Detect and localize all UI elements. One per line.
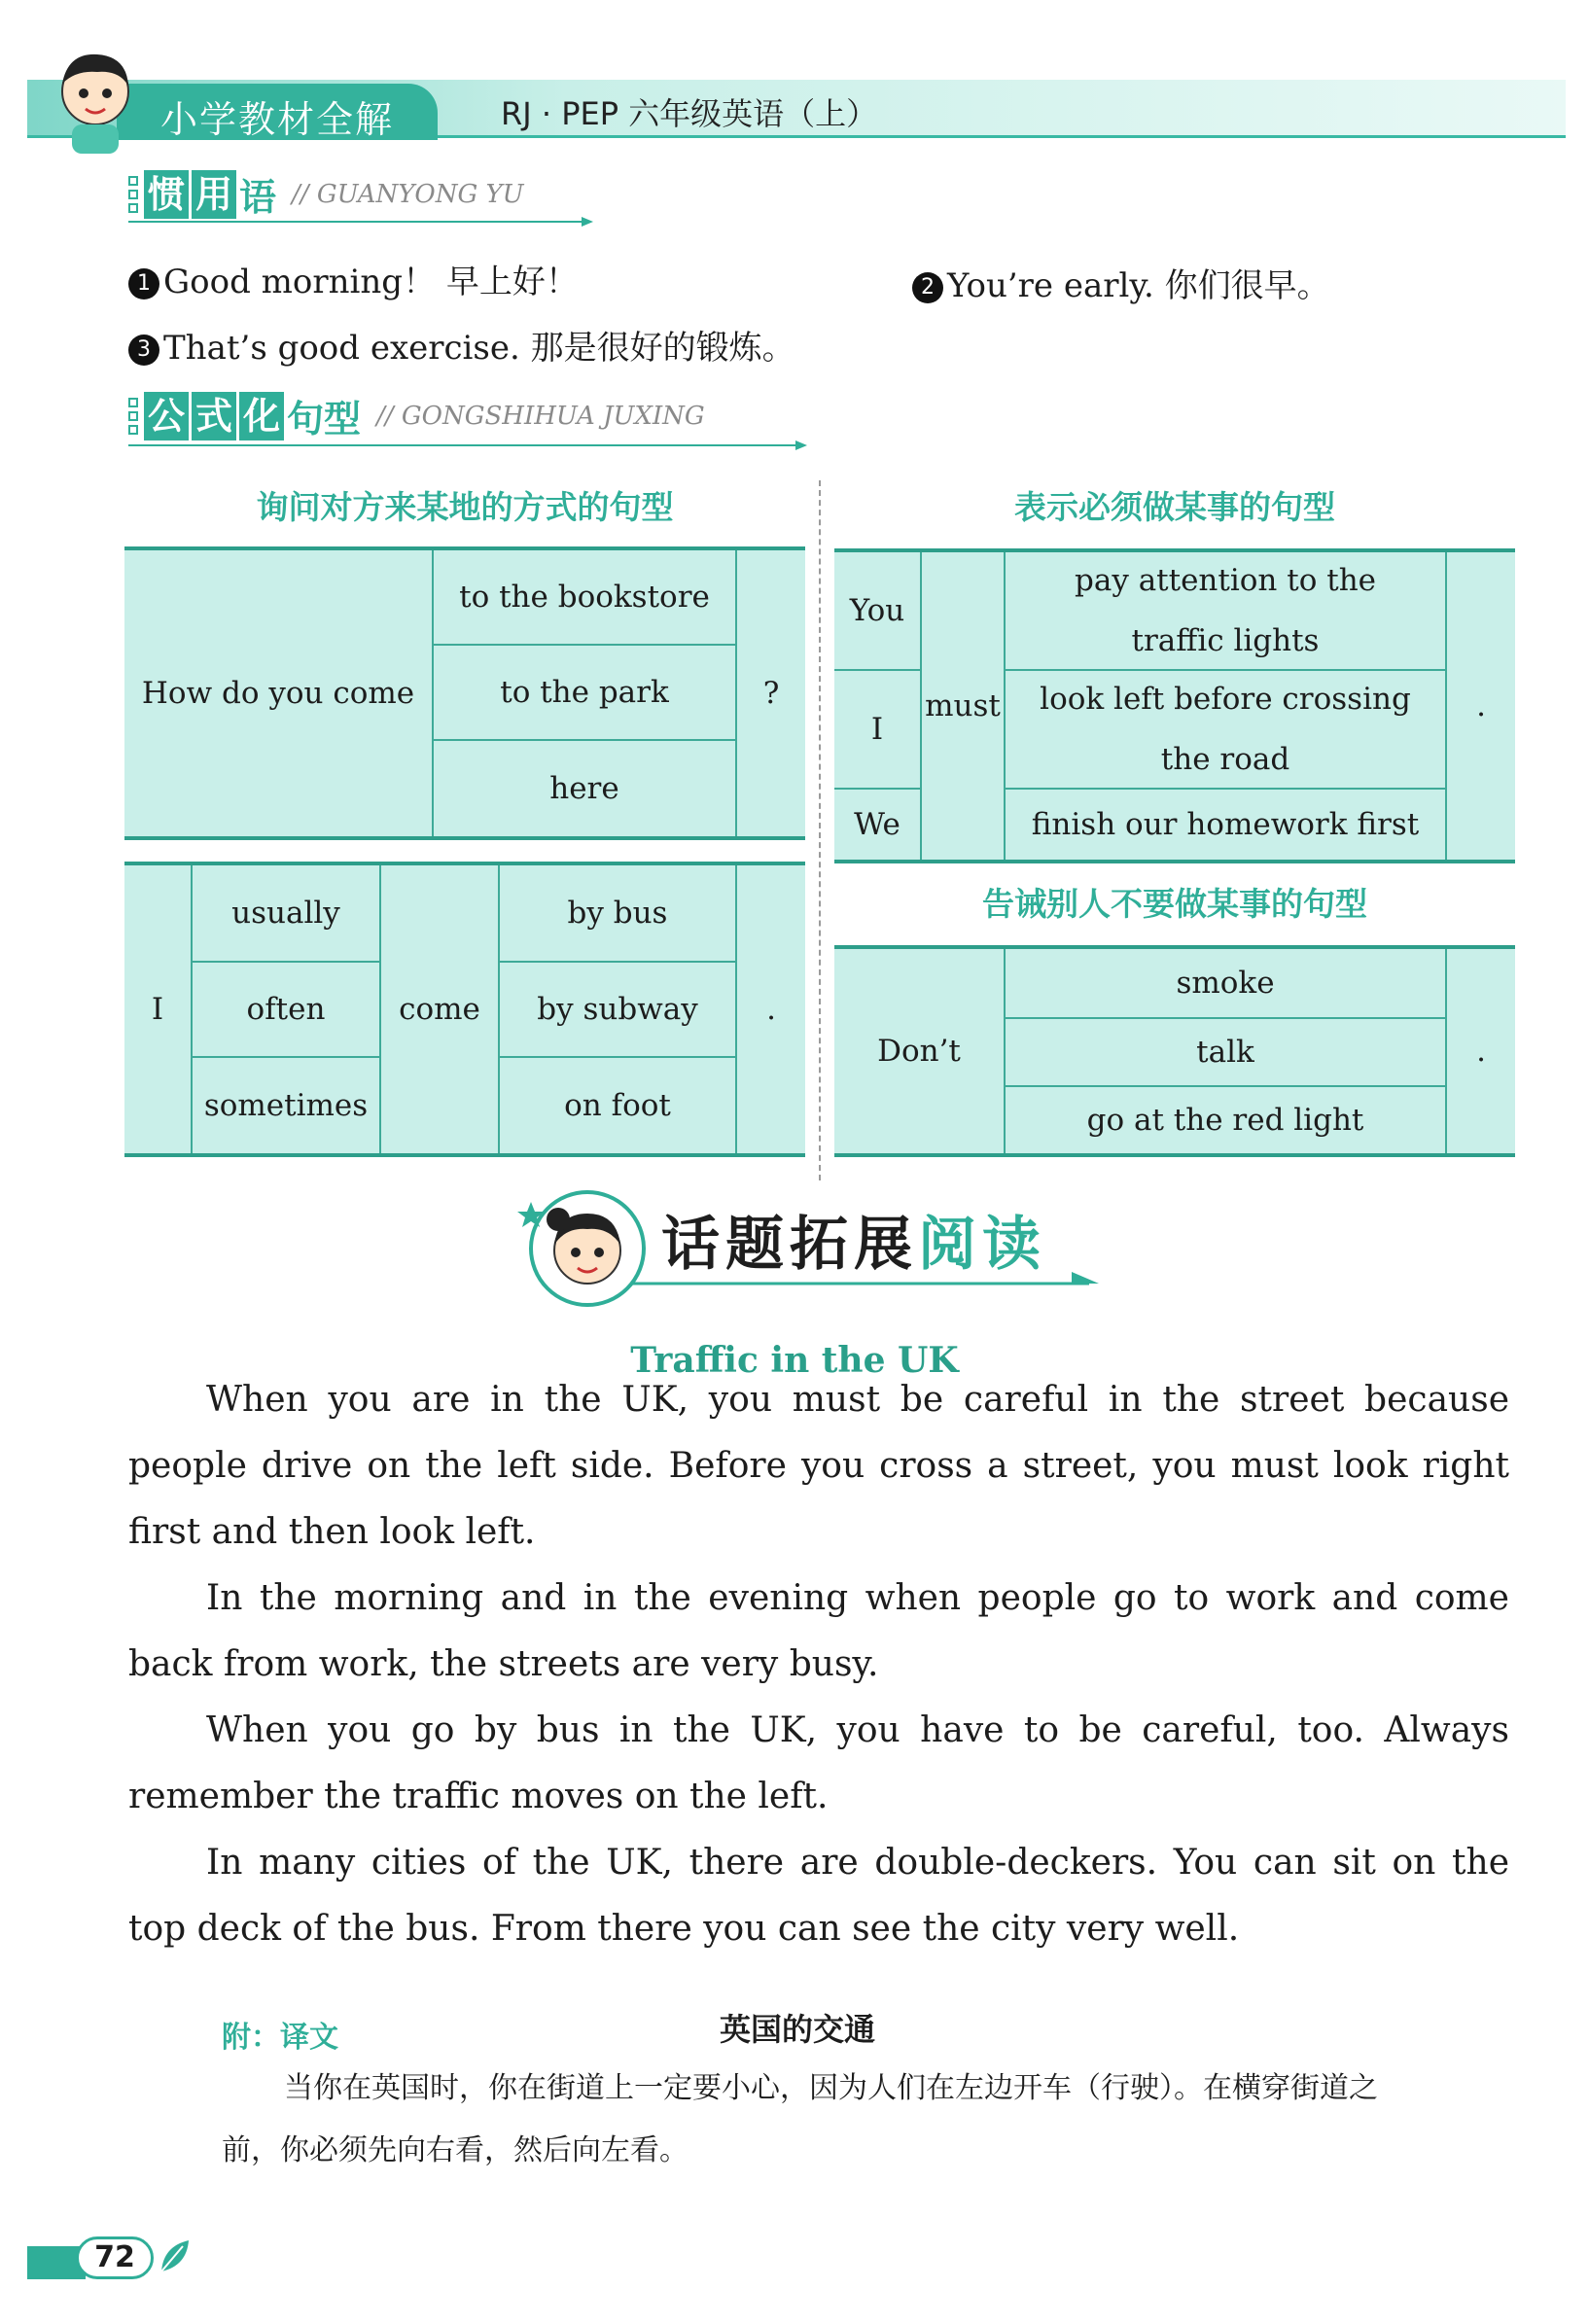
heading-arrow (128, 440, 809, 451)
banner-highlight: 阅读 (918, 1211, 1046, 1279)
table-dont (834, 945, 1515, 1157)
table-dont-action: talk (1196, 1035, 1254, 1070)
table-come-way: by subway (537, 992, 698, 1027)
table-must-heading: 表示必须做某事的句型 (1014, 488, 1335, 526)
table-must-action (1006, 552, 1445, 669)
boy-mascot-icon (29, 41, 156, 158)
idioms-heading (128, 167, 524, 221)
heading-marks (128, 398, 138, 435)
heading-char: 惯 (144, 170, 189, 219)
table-must-subject: I (870, 712, 884, 747)
idioms-pinyin: // GUANYONG YU (292, 179, 524, 209)
action-line: traffic lights (1131, 623, 1320, 658)
reading-title: Traffic in the UK (630, 1340, 959, 1381)
header-series-title: 小学教材全解 (160, 98, 395, 141)
phrase-2 (912, 259, 1330, 306)
heading-char: 公 (144, 392, 189, 440)
reading-paragraph: When you are in the UK, you must be careful in the street because people drive on the left side. Before you cross a street, you must look right first and then look left. (128, 1380, 1509, 1552)
translation-title: 英国的交通 (720, 2011, 876, 2048)
table-ask-heading: 询问对方来某地的方式的句型 (256, 488, 674, 526)
number-badge: 2 (912, 272, 943, 303)
leaf-icon (158, 2236, 193, 2275)
action-line: look left before crossing (1040, 682, 1411, 717)
table-must-subject: We (854, 807, 900, 842)
translation-label: 附：译文 (222, 2021, 338, 2055)
page-number: 72 (76, 2236, 154, 2279)
table-dont-end: . (1476, 1034, 1486, 1069)
table-dont-action: smoke (1176, 966, 1275, 1001)
number-badge: 1 (128, 268, 159, 299)
table-ask-place: to the park (500, 675, 669, 710)
table-come-freq: sometimes (203, 1088, 369, 1123)
translation-text: 当你在英国时，你在街道上一定要小心，因为人们在左边开车（行驶）。在横穿街道之前，你必须先向右看，然后向左看。 (222, 2071, 1378, 2167)
phrase-text: Good morning！ 早上好！ (163, 263, 579, 301)
table-dont-action: go at the red light (1086, 1103, 1364, 1138)
banner-plain: 话题拓展 (661, 1211, 918, 1279)
table-ask (124, 546, 805, 840)
heading-char: 用 (192, 170, 236, 219)
table-must-end: . (1476, 688, 1486, 723)
table-ask-place: to the bookstore (459, 580, 710, 615)
table-must-action: finish our homework first (1031, 807, 1420, 842)
table-come-subject: I (151, 992, 164, 1027)
patterns-heading (128, 389, 705, 442)
heading-char: 化 (239, 392, 284, 440)
table-ask-subject: How do you come (141, 676, 415, 711)
girl-mascot-icon (515, 1180, 652, 1313)
table-ask-place: here (549, 771, 619, 806)
reading-paragraph: In the morning and in the evening when people go to work and come back from work, the streets are very busy. (128, 1578, 1509, 1684)
table-come-verb: come (399, 992, 480, 1027)
table-come (124, 862, 805, 1157)
reading-paragraph: When you go by bus in the UK, you have to be careful, too. Always remember the traffic moves on the left. (128, 1710, 1509, 1816)
table-must-verb: must (925, 688, 1001, 723)
header-book-title: RJ · PEP 六年级英语（上） (501, 95, 878, 132)
reading-paragraph: In many cities of the UK, there are double-deckers. You can sit on the top deck of the bus. From there you can see the city very well. (128, 1843, 1509, 1949)
number-badge: 3 (128, 335, 159, 366)
action-line: the road (1160, 742, 1290, 777)
table-come-way: by bus (567, 896, 668, 931)
table-dont-subject: Don’t (877, 1034, 961, 1069)
phrase-text: You’re early. 你们很早。 (947, 266, 1330, 305)
table-ask-end: ? (762, 676, 780, 711)
table-come-end: . (766, 992, 776, 1027)
action-line: pay attention to the (1075, 563, 1376, 598)
heading-char: 句型 (287, 398, 362, 440)
heading-arrow (128, 216, 595, 228)
table-dont-heading: 告诫别人不要做某事的句型 (982, 885, 1367, 923)
table-must (834, 548, 1515, 863)
table-come-freq: usually (231, 896, 340, 931)
table-must-action (1006, 671, 1445, 788)
reading-body (128, 1367, 1509, 1962)
table-come-way: on foot (564, 1088, 671, 1123)
column-divider (819, 480, 821, 1180)
table-come-freq: often (246, 992, 326, 1027)
phrase-1 (128, 255, 579, 302)
heading-marks (128, 176, 138, 213)
phrase-3 (128, 321, 795, 369)
patterns-pinyin: // GONGSHIHUA JUXING (376, 401, 705, 431)
banner-underline (632, 1268, 1099, 1291)
heading-char: 式 (192, 392, 236, 440)
table-must-subject: You (849, 593, 905, 628)
heading-char: 语 (239, 176, 277, 219)
phrase-text: That’s good exercise. 那是很好的锻炼。 (163, 329, 795, 368)
